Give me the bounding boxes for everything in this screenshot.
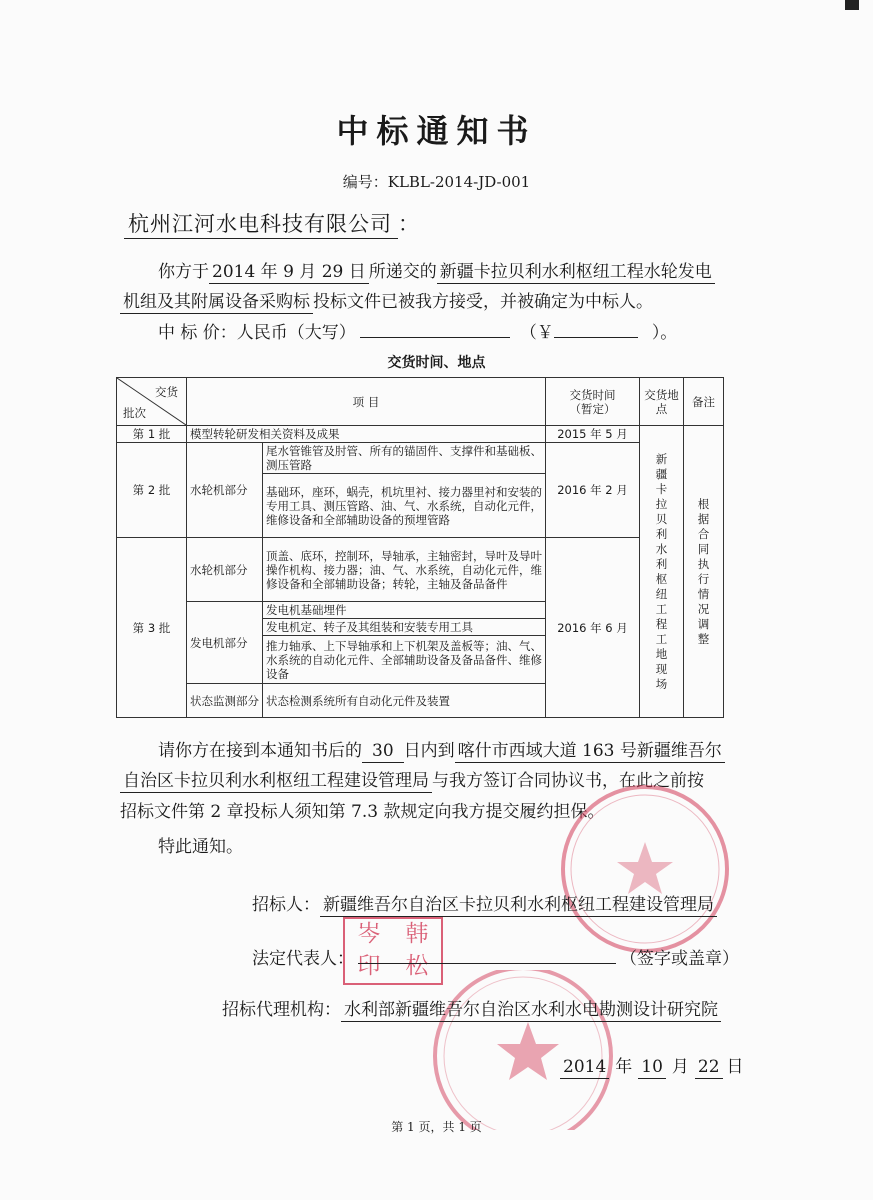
text: 与我方签订合同协议书，在此之前按 — [432, 771, 704, 791]
issue-month: 10 — [638, 1057, 666, 1079]
deadline-days: 30 — [362, 741, 404, 763]
addressee-name: 杭州江河水电科技有限公司 — [124, 212, 398, 239]
agent-line — [222, 995, 721, 1020]
document-title: 中标通知书 — [336, 112, 537, 150]
header-note: 备注 — [684, 378, 724, 426]
header-time-1: 交货时间 — [569, 387, 616, 402]
addressee-line — [124, 208, 420, 238]
table-row — [117, 426, 724, 443]
header-batch-bottom: 批次 — [123, 406, 146, 420]
header-place: 交货地点 — [640, 378, 684, 426]
delivery-table — [116, 377, 724, 718]
batch-1-item: 模型转轮研发相关资料及成果 — [187, 426, 546, 443]
price-words-blank — [360, 323, 510, 338]
batch-3-time: 2016 年 6 月 — [546, 538, 640, 718]
legal-rep-label: 法定代表人： — [252, 949, 354, 969]
batch-3-category-1: 水轮机部分 — [187, 538, 263, 602]
table-row — [117, 538, 724, 602]
legal-rep-line — [252, 944, 739, 969]
signing-place-part-2: 自治区卡拉贝利水利枢纽工程建设管理局 — [120, 771, 432, 793]
scan-corner-mark — [845, 0, 859, 10]
submission-date: 2014 年 9 月 29 日 — [209, 262, 369, 284]
agent-name: 水利部新疆维吾尔自治区水利水电勘测设计研究院 — [341, 1000, 721, 1022]
text: 日 — [726, 1057, 744, 1077]
price-close: ）。 — [651, 323, 678, 343]
header-batch-cell — [117, 378, 187, 426]
table-caption: 交货时间、地点 — [387, 355, 486, 371]
seal-char: 岑 — [357, 921, 381, 947]
price-yen-label: （￥ — [519, 323, 554, 343]
legal-rep-note: （签字或盖章） — [620, 949, 739, 969]
signing-place-part-1: 喀什市西域大道 163 号新疆维吾尔 — [455, 741, 725, 763]
batch-2-item-2: 基础环，座环，蜗壳，机坑里衬、接力器里衬和安装的专用工具、测压管路、油、气、水系统，自动化元件，维修设备和全部辅助设备的预埋管路 — [263, 474, 546, 538]
text: 日内到 — [403, 741, 455, 761]
text: 你方于 — [158, 262, 209, 282]
price-label: 中 标 价：人民币（大写） — [158, 323, 356, 343]
paragraph-1-line-1 — [158, 257, 715, 282]
batch-2-category: 水轮机部分 — [187, 443, 263, 538]
issue-date — [560, 1052, 744, 1077]
remark-text: 根据合同执行情况调整 — [697, 496, 710, 646]
tenderer-line — [252, 890, 717, 915]
tenderer-seal — [558, 782, 732, 956]
header-time — [546, 378, 640, 426]
table-header-row — [117, 378, 724, 426]
text: 投标文件已被我方接受，并被确定为中标人。 — [313, 292, 653, 312]
issue-day: 22 — [695, 1057, 723, 1079]
project-name-part-2: 机组及其附属设备采购标 — [120, 292, 313, 314]
closing-remark: 特此通知。 — [158, 837, 243, 857]
delivery-place-text: 新疆卡拉贝利水利枢纽工程工地现场 — [655, 451, 668, 691]
document-number: 编号：KLBL-2014-JD-001 — [342, 173, 531, 191]
seal-char: 松 — [405, 953, 429, 979]
batch-2-item-1: 尾水管锥管及肘管、所有的锚固件、支撑件和基础板、测压管路 — [263, 443, 546, 474]
issue-year: 2014 — [560, 1057, 609, 1079]
tenderer-name: 新疆维吾尔自治区卡拉贝利水利枢纽工程建设管理局 — [320, 895, 717, 917]
batch-3-item-4: 推力轴承、上下导轴承和上下机架及盖板等；油、气、水系统的自动化元件、全部辅助设备及备品备件、维修设备 — [263, 636, 546, 684]
delivery-place — [640, 426, 684, 718]
seal-char: 印 — [357, 953, 381, 979]
table-row — [117, 443, 724, 474]
batch-3-item-2: 发电机基础埋件 — [263, 602, 546, 619]
page-number: 第 1 页，共 1 页 — [391, 1120, 482, 1134]
batch-2-time: 2016 年 2 月 — [546, 443, 640, 538]
text: 年 — [615, 1057, 633, 1077]
batch-2-label: 第 2 批 — [117, 443, 187, 538]
paragraph-1-line-2 — [120, 287, 653, 312]
price-number-blank — [554, 323, 638, 338]
batch-3-category-2: 发电机部分 — [187, 602, 263, 684]
addressee-colon: ： — [398, 212, 420, 236]
bid-price-line — [158, 318, 677, 343]
legal-rep-signature-blank — [358, 949, 616, 964]
project-name-part-1: 新疆卡拉贝利水利枢纽工程水轮发电 — [437, 262, 715, 284]
agent-label: 招标代理机构： — [222, 1000, 341, 1020]
batch-3-label: 第 3 批 — [117, 538, 187, 718]
batch-1-label: 第 1 批 — [117, 426, 187, 443]
paragraph-2-line-1 — [158, 736, 725, 761]
tenderer-label: 招标人： — [252, 895, 320, 915]
agent-seal — [428, 970, 618, 1130]
paragraph-2-line-3: 招标文件第 2 章投标人须知第 7.3 款规定向我方提交履约担保。 — [120, 802, 605, 822]
batch-3-item-3: 发电机定、转子及其组装和安装专用工具 — [263, 619, 546, 636]
batch-1-time: 2015 年 5 月 — [546, 426, 640, 443]
remark — [684, 426, 724, 718]
text: 所递交的 — [368, 262, 437, 282]
header-item: 项 目 — [187, 378, 546, 426]
seal-char: 韩 — [405, 921, 429, 947]
batch-3-item-1: 顶盖、底环，控制环，导轴承，主轴密封，导叶及导叶操作机构、接力器；油、气、水系统，自动化元件，维修设备和全部辅助设备；转轮，主轴及备品备件 — [263, 538, 546, 602]
header-batch-top: 交货 — [155, 385, 178, 399]
batch-3-category-3: 状态监测部分 — [187, 684, 263, 718]
text: 请你方在接到本通知书后的 — [158, 741, 362, 761]
batch-3-item-5: 状态检测系统所有自动化元件及装置 — [263, 684, 546, 718]
text: 月 — [671, 1057, 689, 1077]
header-time-2: （暂定） — [569, 401, 616, 416]
